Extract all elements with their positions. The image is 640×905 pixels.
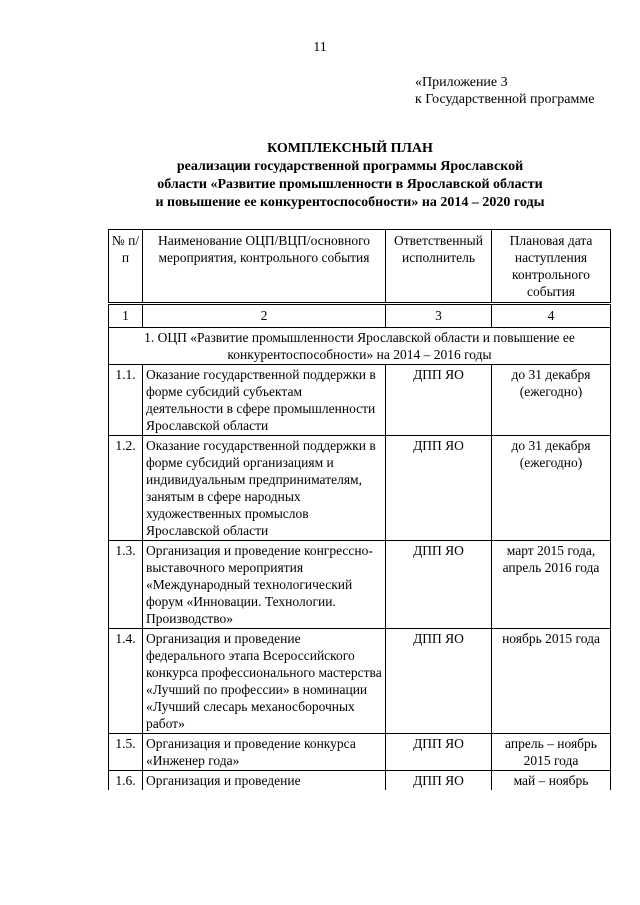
plan-table [108, 229, 611, 790]
table-row [109, 734, 611, 771]
table-row [109, 365, 611, 436]
header-number: № п/п [109, 230, 143, 304]
section-title: 1. ОЦП «Развитие промышленности Ярославской области и повышение ее конкурентоспособности» на 2014 – 2016 годы [109, 328, 611, 365]
appendix-note [415, 74, 594, 108]
table-row [109, 629, 611, 734]
section-row [109, 328, 611, 365]
row-executor: ДПП ЯО [386, 365, 492, 436]
row-date: май – ноябрь [492, 771, 611, 791]
column-number-4: 4 [492, 304, 611, 328]
row-executor: ДПП ЯО [386, 436, 492, 541]
row-name: Организация и проведение [143, 771, 386, 791]
column-number-1: 1 [109, 304, 143, 328]
row-name: Оказание государственной поддержки в форме субсидий субъектам деятельности в сфере промышленности Ярославской области [143, 365, 386, 436]
row-number: 1.5. [109, 734, 143, 771]
table-row [109, 771, 611, 791]
appendix-line-1: «Приложение 3 [415, 75, 508, 90]
row-date: до 31 декабря (ежегодно) [492, 365, 611, 436]
column-numbers-row [109, 304, 611, 328]
title-line-2: реализации государственной программы Ярославской [176, 159, 524, 174]
table-header-row [109, 230, 611, 304]
page-number: 11 [313, 40, 327, 55]
row-name: Организация и проведение федерального этапа Всероссийского конкурса профессионального мастерства «Лучший по профессии» в номинации «Лучший слесарь механосборочных работ» [143, 629, 386, 734]
row-number: 1.2. [109, 436, 143, 541]
row-number: 1.6. [109, 771, 143, 791]
document-title [60, 140, 640, 212]
title-line-4: и повышение ее конкурентоспособности» на 2014 – 2020 годы [155, 195, 545, 210]
header-name: Наименование ОЦП/ВЦП/основного мероприятия, контрольного события [143, 230, 386, 304]
table-row [109, 436, 611, 541]
column-number-2: 2 [143, 304, 386, 328]
row-name: Организация и проведение конкурса «Инженер года» [143, 734, 386, 771]
row-executor: ДПП ЯО [386, 629, 492, 734]
row-number: 1.1. [109, 365, 143, 436]
row-number: 1.4. [109, 629, 143, 734]
row-executor: ДПП ЯО [386, 541, 492, 629]
row-executor: ДПП ЯО [386, 734, 492, 771]
row-date: март 2015 года, апрель 2016 года [492, 541, 611, 629]
row-date: ноябрь 2015 года [492, 629, 611, 734]
header-executor: Ответственный исполнитель [386, 230, 492, 304]
row-executor: ДПП ЯО [386, 771, 492, 791]
row-date: апрель – ноябрь 2015 года [492, 734, 611, 771]
row-name: Организация и проведение конгрессно-выставочного мероприятия «Международный технологический форум «Инновации. Технологии. Производство» [143, 541, 386, 629]
title-line-1: КОМПЛЕКСНЫЙ ПЛАН [267, 141, 433, 156]
row-date: до 31 декабря (ежегодно) [492, 436, 611, 541]
title-line-3: области «Развитие промышленности в Ярославской области [157, 177, 543, 192]
row-name: Оказание государственной поддержки в форме субсидий организациям и индивидуальным предпринимателям, занятым в сфере народных художественных промыслов Ярославской области [143, 436, 386, 541]
row-number: 1.3. [109, 541, 143, 629]
appendix-line-2: к Государственной программе [415, 92, 595, 107]
column-number-3: 3 [386, 304, 492, 328]
table-row [109, 541, 611, 629]
header-date: Плановая дата наступления контрольного события [492, 230, 611, 304]
